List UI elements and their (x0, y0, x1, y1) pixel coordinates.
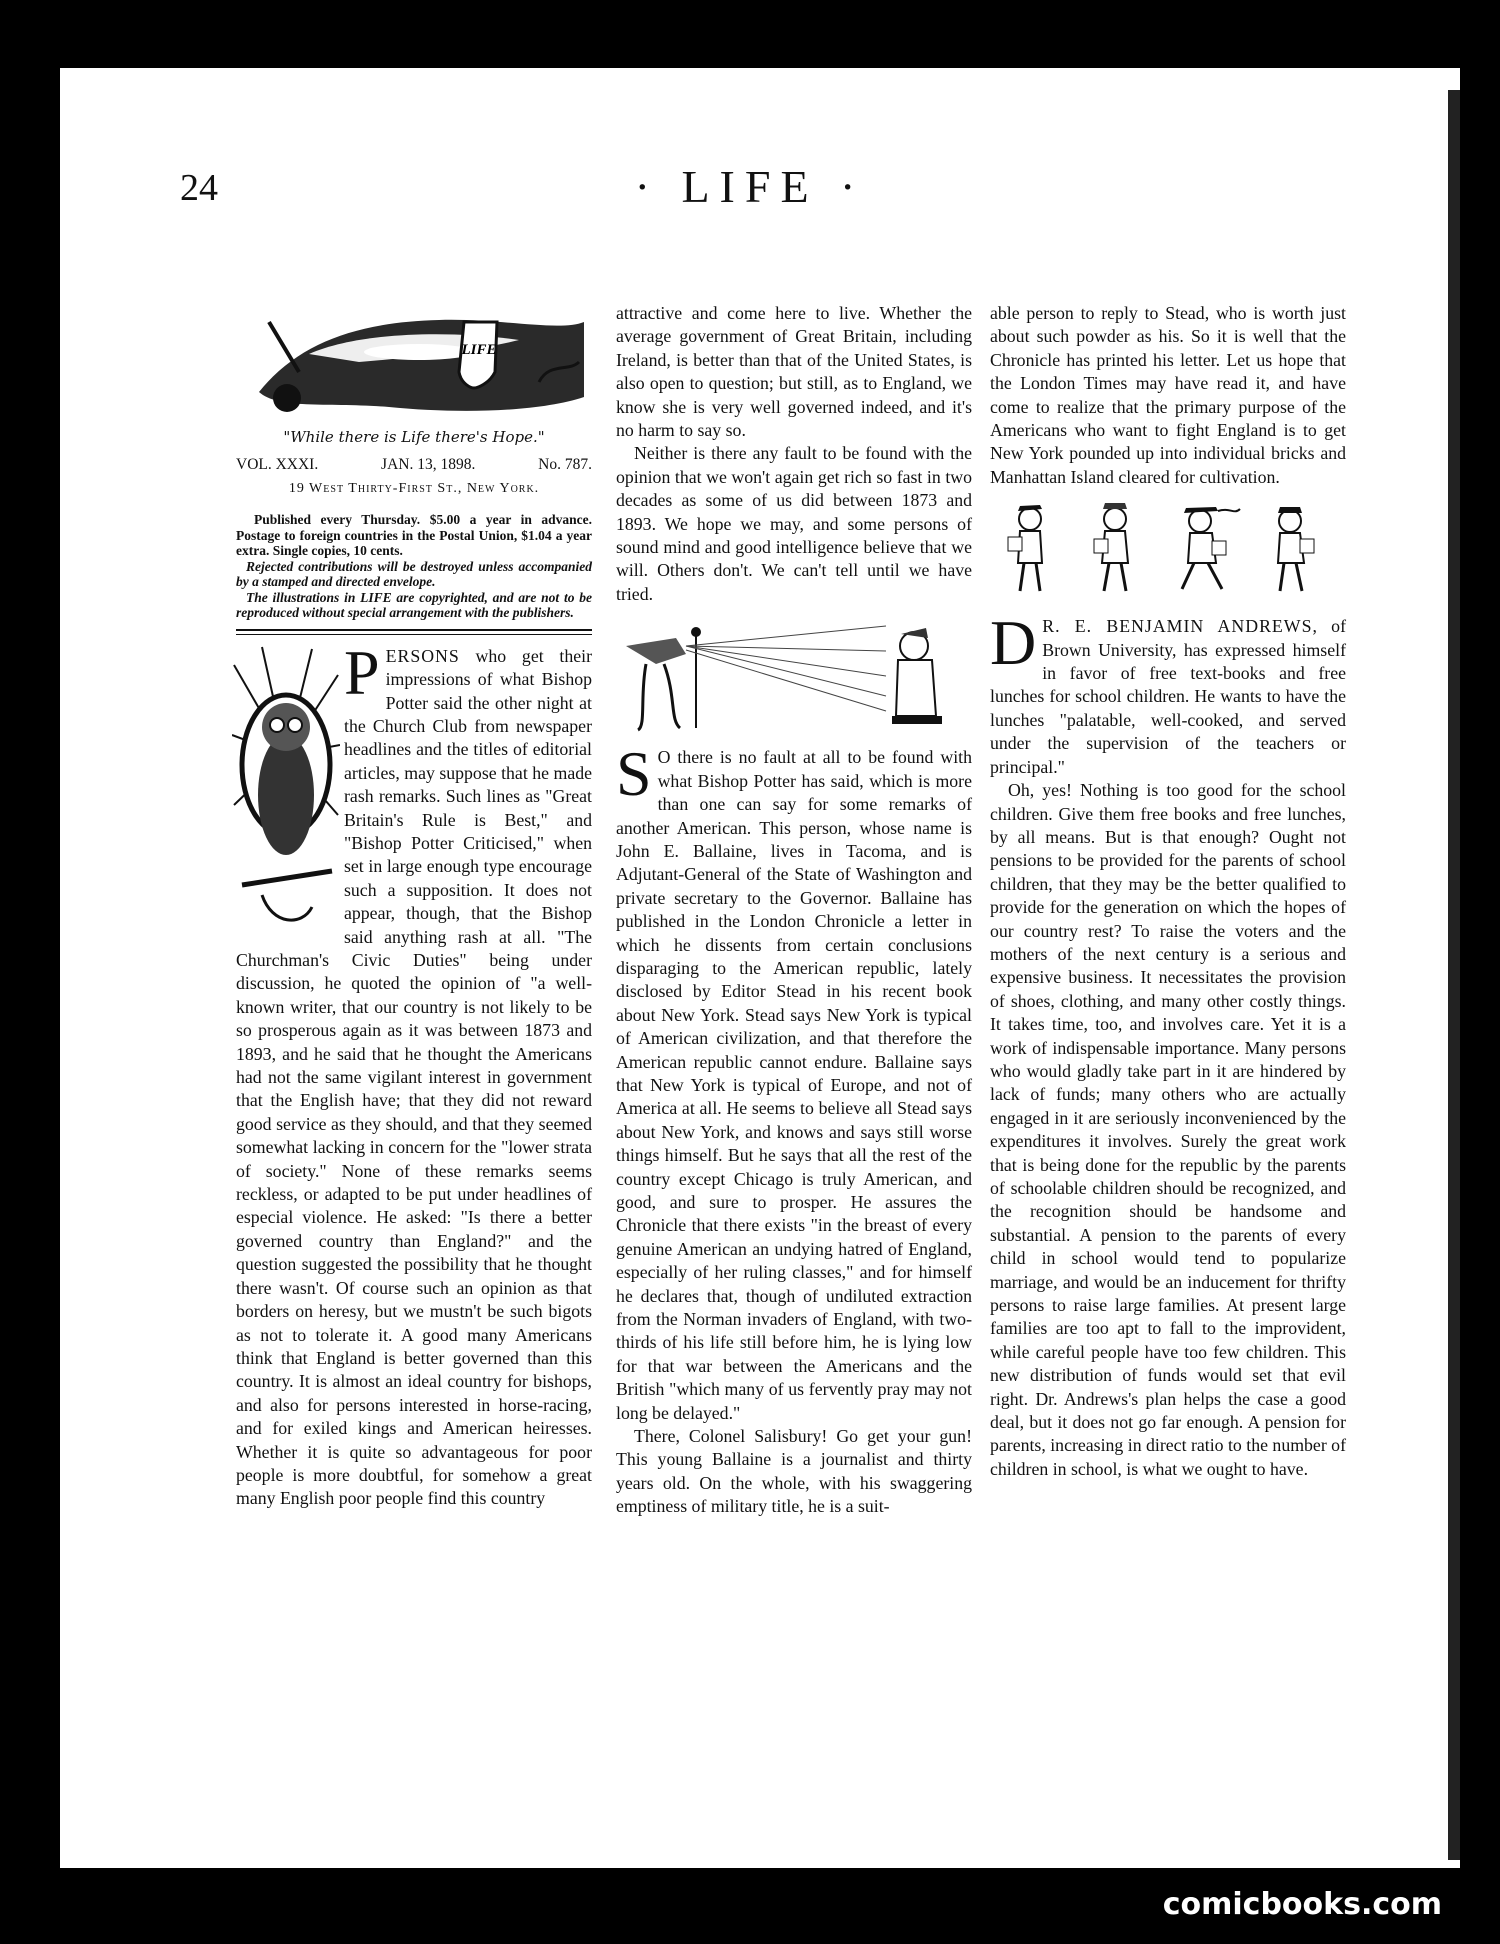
paragraph-colonel-salisbury: There, Colonel Salisbury! Go get your gun! This young Ballaine is a journalist and thirty years old. On the whole, with his swaggering emptiness of military title, he is a suit- (616, 1426, 972, 1517)
column-2 (616, 302, 972, 1519)
lead-name: R. E. BENJAMIN ANDREWS, (1042, 616, 1318, 637)
volume-line (236, 453, 592, 476)
publisher-address: 19 West Thirty-First St., New York. (288, 480, 540, 496)
column-3 (990, 302, 1346, 1481)
site-watermark: comicbooks.com (1162, 1887, 1442, 1922)
paragraph-continued: able person to reply to Stead, who is worth just about such powder as his. So it is well that the Chronicle has printed his letter. Let us hope that the London Times may have read it, and have come to realize that the primary purpose of the Americans who want to fight England is to get New York pounded up into individual bricks and Manhattan Island cleared for cultivation. (990, 303, 1346, 487)
article-andrews (990, 607, 1346, 779)
paragraph-continued: attractive and come here to live. Whether the average government of Great Britain, including Ireland, is better than that of the United States, is also open to question; but still, as to England, we know she is very well governed indeed, and it's no harm to say so. (616, 303, 972, 441)
next-page-edge (1448, 90, 1460, 1860)
page-number: 24 (180, 167, 218, 209)
article-body: who get their impressions of what Bishop Potter said the other night at the Church Club from newspaper headlines and the titles of editorial articles, may suppose that he made rash remarks. Such lines as "Great Britain's Rule is Best," and "Bishop Potter Criticised," when set in large enough type encourage such a supposition. It does not appear, though, that the Bishop said anything rash at all. "The Churchman's Civic Duties" being under discussion, he quoted the opinion of "a well-known writer, that our country is not likely to be so prosperous again as it was between 1873 and 1893, and he said that he thought the Americans had not the same vigilant interest in government that the English have; that they did not reward good service as they should, and that they seemed somewhat lacking in concern for the "lower strata of society." None of these remarks seems reckless, or adapted to be put under headlines of especial violence. He asked: "Is there a better governed country than England?" and the question suggested the possibility that he thought there wasn't. Of course such an opinion as that borders on heresy, but we mustn't be such bigots as not to tolerate it. A good many Americans think that England is better governed than this country. It is almost an ideal country for bishops, and also for persons interested in horse-racing, and for exiled kings and American heiresses. Whether it is quite so advantageous for poor people is more doubtful, for somehow a great many English poor people find this country (236, 645, 592, 1509)
schoolchildren-illustration (990, 501, 1330, 601)
magazine-title: · LIFE · (634, 161, 866, 212)
motto: "While there is Life there's Hope." (283, 428, 545, 446)
copyright-notice: The illustrations in LIFE are copyrighted, and are not to be reproduced without special arrangement with the publishers. (236, 589, 592, 621)
issue-number: No. 787. (538, 456, 592, 474)
article-body: of Brown University, has expressed himself in favor of free text-books and free lunches for school children. He wants to have the lunches "palatable, well-cooked, and served under the supervision of the teachers or principal." (990, 616, 1346, 777)
column-1 (236, 302, 592, 1511)
paragraph-fault: Neither is there any fault to be found with the opinion that we won't again get rich so fast in two decades as some of us did between 1873 and 1893. We hope we may, and some persons of sound mind and good intelligence believe that we will. Others don't. We can't tell until we have tried. (616, 443, 972, 604)
shield-text: LIFE (461, 342, 497, 358)
article-ballaine (616, 738, 972, 1425)
article-body: O there is no fault at all to be found with what Bishop Potter has said, which is more than one can say for some remarks of another American. This person, whose name is John E. Ballaine, lives in Tacoma, and is Adjutant-General of the State of Washington and private secretary to the Governor. Ballaine has published in the London Chronicle a letter in which he dissents from certain conclusions disparaging to the American republic, lately disclosed by Editor Stead in his recent book about New York. Stead says New York is typical of American civilization, and that therefore the American republic cannot endure. Ballaine says that New York is typical of Europe, and not of America at all. He seems to believe all Stead says about New York, and knows and says still worse things himself. But he says that all the rest of the country except Chicago is truly American, and good, and sure to prosper. He assures the Chronicle that there exists "in the breast of every genuine American an undying hatred of England, especially of her ruling classes," and for himself he declares that, though of undiluted extraction from the Norman invaders of England, with two-thirds of his life still before him, he is lying low for that war between the Americans and the British "which many of us fervently pray may not long be delayed." (616, 747, 972, 1423)
issue-date: JAN. 13, 1898. (381, 456, 476, 474)
camera-photographer-illustration (616, 616, 972, 734)
subscription-notice: Published every Thursday. $5.00 a year in advance. Postage to foreign countries in the Postal Union, $1.04 a year extra. Single copies, 10 cents. (236, 512, 592, 559)
double-rule (236, 629, 592, 635)
volume: VOL. XXXI. (236, 456, 319, 474)
drop-cap-s: S (616, 738, 652, 810)
masthead-banner-illustration (239, 302, 589, 420)
contributions-notice: Rejected contributions will be destroyed unless accompanied by a stamped and directed envelope. (236, 558, 592, 590)
drop-cap-p: P (344, 636, 380, 708)
paragraph-pensions: Oh, yes! Nothing is too good for the school children. Give them free books and free lunches, by all means. But is that enough? Ought not pensions to be provided for the parents of school children, that they may be the better qualified to provide for the generation on which the hopes of our country rest? To raise the voters and the mothers of the next century is a serious and expensive business. It necessitates the provision of shoes, clothing, and many other costly things. It takes time, too, and involves care. Yet it is a work of indispensable importance. Many persons who would gladly take part in it are hindered by lack of funds; many others who are actually engaged in it are seriously inconvenienced by the expenditures it involves. Surely the great work that is being done for the republic by the parents of schoolable children should be recognized, and the recognition should be handsome and substantial. A pension to the parents of every child in school would tend to popularize marriage, and would be an inducement for thrifty persons to raise large families. At present large families are too apt to fall to the improvident, while careful people have too few children. This new distribution of funds would set that evil right. Dr. Andrews's plan helps the case a good deal, but it does not go far enough. A pension for parents, increasing in direct ratio to the number of children in school, is what we ought to have. (990, 780, 1346, 1479)
lead-word: ERSONS (385, 645, 460, 666)
drop-cap-d: D (990, 607, 1037, 679)
owl-illustration (232, 645, 340, 945)
